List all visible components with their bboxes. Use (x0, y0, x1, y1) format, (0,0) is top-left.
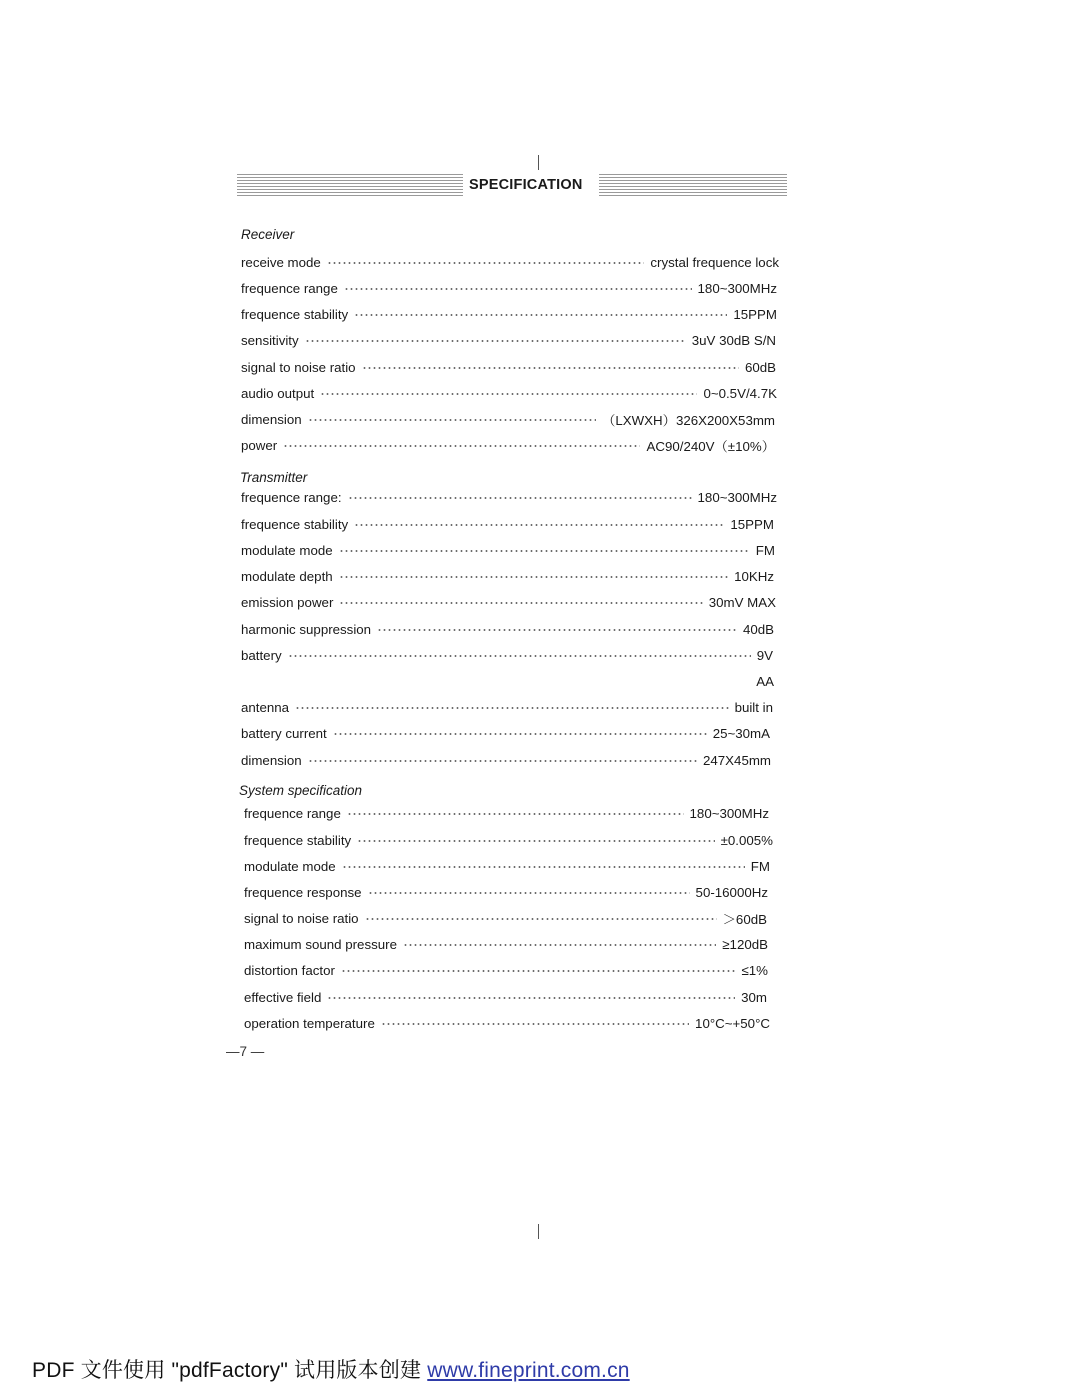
spec-label: dimension (241, 411, 302, 427)
dot-leader (305, 338, 686, 344)
spec-label: frequence range (241, 280, 338, 296)
dot-leader (403, 942, 716, 948)
spec-label: dimension (241, 752, 302, 768)
spec-value: 9V (756, 647, 773, 663)
spec-row (241, 514, 774, 534)
dot-leader (362, 365, 739, 371)
dot-leader (339, 600, 702, 606)
spec-row (244, 803, 769, 823)
spec-value: ≥120dB (722, 936, 768, 952)
dot-leader (288, 653, 751, 659)
dot-leader (339, 574, 728, 580)
spec-value: 0~0.5V/4.7K (703, 385, 777, 401)
spec-value: 15PPM (730, 516, 774, 532)
spec-row (241, 619, 774, 639)
spec-value: 180~300MHz (697, 489, 777, 505)
spec-row (241, 330, 776, 350)
spec-row (241, 278, 777, 298)
spec-value: ≤1% (741, 962, 768, 978)
spec-row (241, 487, 777, 507)
spec-label: effective field (244, 989, 322, 1005)
spec-value: （LXWXH）326X200X53mm (602, 412, 775, 428)
spec-value: 40dB (742, 621, 774, 637)
spec-label: frequence stability (244, 832, 352, 848)
spec-value: AA (756, 673, 774, 689)
spec-row (241, 566, 774, 586)
spec-label: antenna (241, 699, 290, 715)
dot-leader (341, 968, 736, 974)
spec-row (244, 960, 768, 980)
dot-leader (357, 838, 714, 844)
dot-leader (348, 495, 692, 501)
spec-value: 180~300MHz (689, 805, 769, 821)
spec-row (241, 723, 770, 743)
spec-value: ＞60dB (722, 911, 767, 927)
bottom-crop-mark (538, 1224, 539, 1239)
spec-value: built in (734, 699, 773, 715)
spec-label: frequence stability (241, 306, 349, 322)
spec-row (244, 882, 768, 902)
spec-value: 10KHz (734, 568, 774, 584)
spec-value: 30m (741, 989, 767, 1005)
spec-row (241, 750, 771, 770)
spec-label: harmonic suppression (241, 621, 372, 637)
dot-leader (320, 391, 697, 397)
spec-row (241, 304, 777, 324)
spec-value: 10°C~+50°C (695, 1015, 770, 1031)
dot-leader (283, 443, 640, 449)
dot-leader (344, 286, 692, 292)
footer-link[interactable]: www.fineprint.com.cn (427, 1359, 630, 1382)
spec-label: battery (241, 647, 282, 663)
top-crop-mark (538, 155, 539, 170)
spec-label: modulate mode (244, 858, 336, 874)
spec-row (241, 697, 773, 717)
spec-row (241, 645, 773, 665)
spec-row (241, 383, 777, 403)
spec-label: modulate depth (241, 568, 333, 584)
dot-leader (333, 731, 707, 737)
dot-leader (381, 1021, 689, 1027)
dot-leader (342, 864, 745, 870)
dot-leader (347, 811, 684, 817)
spec-value: AC90/240V（±10%） (646, 438, 775, 454)
spec-value: 15PPM (733, 306, 777, 322)
spec-row (244, 856, 770, 876)
pdf-factory-footer (32, 1354, 630, 1384)
spec-value: ±0.005% (720, 832, 773, 848)
dot-leader (354, 522, 724, 528)
header-hatch-left (237, 174, 463, 198)
spec-row (244, 987, 767, 1007)
section-title-system: System specification (239, 783, 363, 798)
spec-label: receive mode (241, 254, 321, 270)
spec-label: battery current (241, 725, 327, 741)
spec-value: 25~30mA (712, 725, 770, 741)
spec-value: 60dB (744, 359, 776, 375)
spec-label: signal to noise ratio (241, 359, 356, 375)
page-title: SPECIFICATION (469, 177, 583, 193)
spec-label: sensitivity (241, 332, 299, 348)
spec-row (244, 934, 768, 954)
spec-row (241, 252, 779, 272)
spec-label: maximum sound pressure (244, 936, 397, 952)
spec-value: FM (755, 542, 775, 558)
spec-label: frequence stability (241, 516, 349, 532)
spec-value: 30mV MAX (708, 594, 776, 610)
spec-row (241, 435, 775, 455)
spec-row (241, 592, 776, 612)
spec-label: operation temperature (244, 1015, 375, 1031)
section-title-transmitter: Transmitter (240, 470, 308, 485)
spec-value: 180~300MHz (697, 280, 777, 296)
spec-row (244, 830, 773, 850)
spec-value: 3uV 30dB S/N (691, 332, 776, 348)
spec-row (241, 540, 775, 560)
spec-value: FM (750, 858, 770, 874)
spec-row (241, 357, 776, 377)
spec-label: power (241, 437, 278, 453)
dot-leader (327, 260, 645, 266)
footer-text: PDF 文件使用 "pdfFactory" 试用版本创建 (32, 1359, 422, 1382)
header-hatch-right (599, 174, 787, 198)
spec-value: crystal frequence lock (650, 254, 779, 270)
spec-row (241, 409, 775, 429)
spec-row (244, 908, 767, 928)
spec-label: distortion factor (244, 962, 335, 978)
section-title-receiver: Receiver (241, 227, 295, 242)
dot-leader (308, 417, 596, 423)
dot-leader (295, 705, 728, 711)
dot-leader (327, 995, 735, 1001)
spec-row (241, 671, 774, 691)
page-number: —7 — (226, 1044, 265, 1059)
dot-leader (377, 627, 737, 633)
spec-value: 247X45mm (703, 752, 771, 768)
spec-row (244, 1013, 770, 1033)
spec-label: signal to noise ratio (244, 910, 359, 926)
dot-leader (308, 758, 697, 764)
spec-label: modulate mode (241, 542, 333, 558)
specification-header (237, 174, 787, 198)
spec-label: frequence range: (241, 489, 342, 505)
spec-value: 50-16000Hz (695, 884, 768, 900)
spec-label: frequence range (244, 805, 341, 821)
spec-label: emission power (241, 594, 334, 610)
dot-leader (339, 548, 750, 554)
dot-leader (354, 312, 727, 318)
dot-leader (368, 890, 690, 896)
spec-label: frequence response (244, 884, 362, 900)
dot-leader (365, 916, 717, 922)
spec-label: audio output (241, 385, 315, 401)
